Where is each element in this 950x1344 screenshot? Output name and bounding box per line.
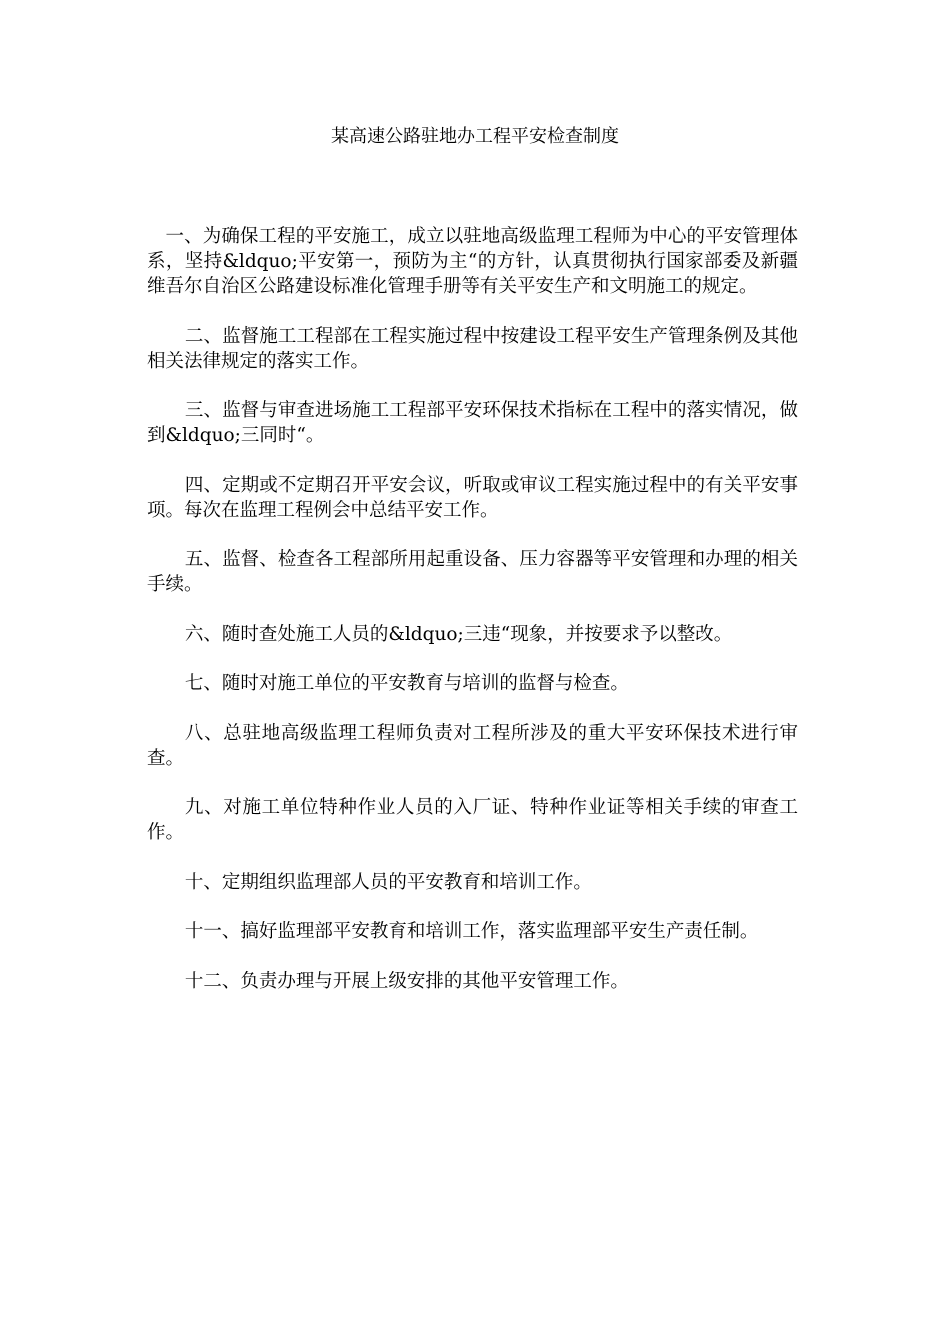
paragraph-6: 六、随时查处施工人员的&ldquo;三违“现象，并按要求予以整改。	[184, 623, 733, 645]
paragraph-11: 十一、搞好监理部平安教育和培训工作，落实监理部平安生产责任制。	[184, 921, 759, 942]
document-body	[147, 224, 798, 1018]
paragraph-12: 十二、负责办理与开展上级安排的其他平安管理工作。	[184, 970, 629, 992]
paragraph-3: 三、监督与审查进场施工工程部平安环保技术指标在工程中的落实情况，做到&ldquo;三同时“。	[147, 400, 798, 446]
paragraph-5: 五、监督、检查各工程部所用起重设备、压力容器等平安管理和办理的相关手续。	[147, 549, 798, 595]
paragraph-8: 八、总驻地高级监理工程师负责对工程所涉及的重大平安环保技术进行审查。	[147, 722, 798, 769]
paragraph-10: 十、定期组织监理部人员的平安教育和培训工作。	[184, 871, 592, 893]
paragraph-4: 四、定期或不定期召开平安会议，听取或审议工程实施过程中的有关平安事项。每次在监理工程例会中总结平安工作。	[147, 474, 798, 521]
paragraph-2: 二、监督施工工程部在工程实施过程中按建设工程平安生产管理条例及其他相关法律规定的落实工作。	[147, 325, 798, 372]
paragraph-9: 九、对施工单位特种作业人员的入厂证、特种作业证等相关手续的审查工作。	[147, 797, 798, 843]
paragraph-1: 一、为确保工程的平安施工，成立以驻地高级监理工程师为中心的平安管理体系，坚持&ldquo;平安第一，预防为主“的方针，认真贯彻执行国家部委及新疆维吾尔自治区公路建设标准化管理手册等有关平安生产和文明施工的规定。	[147, 226, 798, 297]
document-title: 某高速公路驻地办工程平安检查制度	[331, 126, 619, 147]
paragraph-7: 七、随时对施工单位的平安教育与培训的监督与检查。	[184, 673, 629, 694]
